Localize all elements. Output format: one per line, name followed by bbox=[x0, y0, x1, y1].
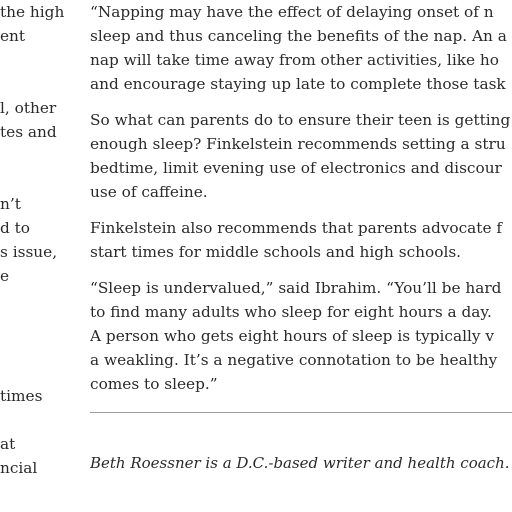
left-line: ent bbox=[0, 27, 26, 45]
left-line bbox=[0, 48, 70, 72]
article-column bbox=[90, 0, 512, 475]
left-line bbox=[0, 72, 70, 96]
left-line bbox=[0, 408, 70, 432]
left-line bbox=[0, 312, 70, 336]
left-line bbox=[0, 288, 70, 312]
left-line bbox=[0, 336, 70, 360]
paragraph-undervalued bbox=[90, 276, 512, 396]
paragraph-line: and encourage staying up late to complete those task bbox=[90, 75, 506, 93]
left-column-fragment bbox=[0, 0, 70, 480]
paragraph-line: use of caffeine. bbox=[90, 183, 208, 201]
paragraph-parents bbox=[90, 108, 512, 204]
paragraph-line: a weakling. It’s a negative connotation to be healthy bbox=[90, 351, 498, 369]
left-line: s issue, bbox=[0, 243, 58, 261]
author-byline: Beth Roessner is a D.C.-based writer and health coach. bbox=[90, 454, 510, 472]
paragraph-line: comes to sleep.” bbox=[90, 375, 218, 393]
paragraph-line: “Napping may have the effect of delaying onset of n bbox=[90, 3, 494, 21]
left-line: e bbox=[0, 267, 10, 285]
left-line: the high bbox=[0, 3, 65, 21]
left-line bbox=[0, 144, 70, 168]
paragraph-line: nap will take time away from other activities, like ho bbox=[90, 51, 499, 69]
paragraph-line: So what can parents do to ensure their teen is getting bbox=[90, 111, 511, 129]
paragraph-line: bedtime, limit evening use of electronics and discour bbox=[90, 159, 502, 177]
left-line: at bbox=[0, 435, 16, 453]
left-line bbox=[0, 168, 70, 192]
paragraph-line: start times for middle schools and high schools. bbox=[90, 243, 462, 261]
paragraph-line: sleep and thus canceling the benefits of the nap. An a bbox=[90, 27, 507, 45]
left-line: tes and bbox=[0, 123, 57, 141]
left-line bbox=[0, 360, 70, 384]
paragraph-line: enough sleep? Finkelstein recommends setting a stru bbox=[90, 135, 506, 153]
paragraph-start-times bbox=[90, 216, 512, 264]
left-line: n’t bbox=[0, 195, 21, 213]
divider-rule bbox=[90, 412, 512, 413]
paragraph-line: Finkelstein also recommends that parents advocate f bbox=[90, 219, 503, 237]
paragraph-line: “Sleep is undervalued,” said Ibrahim. “You’ll be hard bbox=[90, 279, 502, 297]
paragraph-line: to find many adults who sleep for eight hours a day. bbox=[90, 303, 492, 321]
left-line: l, other bbox=[0, 99, 57, 117]
paragraph-line: A person who gets eight hours of sleep is typically v bbox=[90, 327, 495, 345]
paragraph-napping bbox=[90, 0, 512, 96]
left-line: ncial bbox=[0, 459, 38, 477]
left-line: times bbox=[0, 387, 43, 405]
left-line: d to bbox=[0, 219, 31, 237]
